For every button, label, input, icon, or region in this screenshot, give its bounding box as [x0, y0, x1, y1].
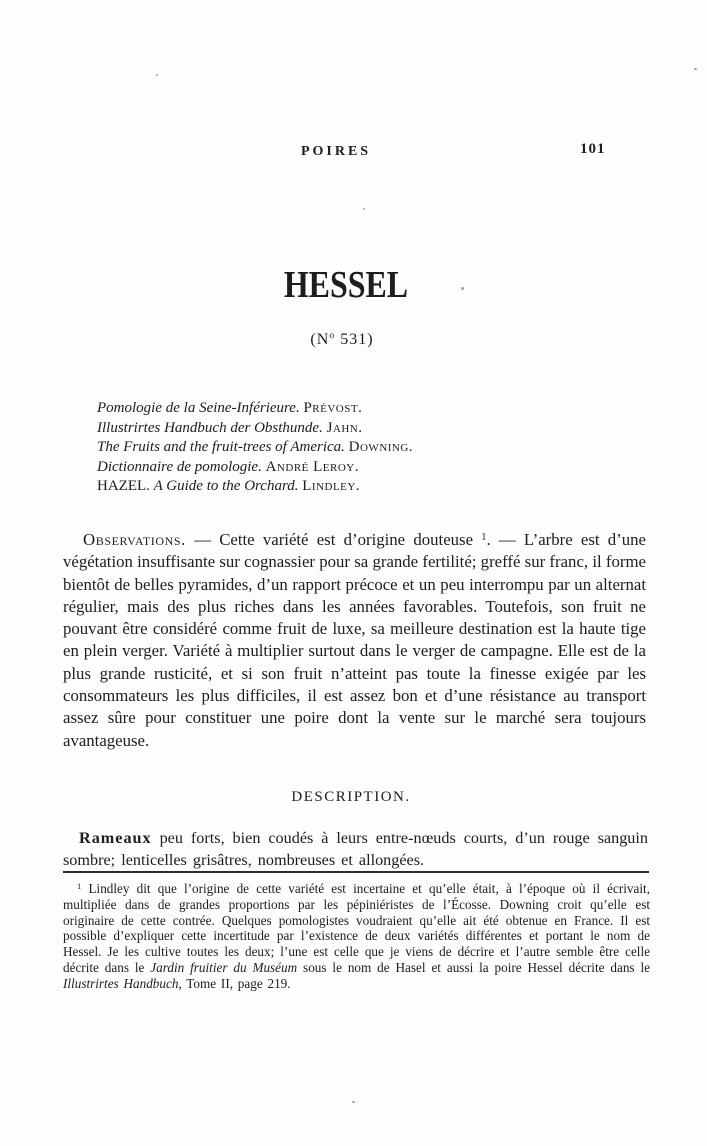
- biblio-author: André Leroy.: [265, 458, 359, 475]
- running-title: POIRES: [300, 144, 372, 159]
- variety-number-rest: 531): [335, 331, 374, 348]
- bibliography-item: [97, 458, 617, 478]
- scan-speck: [694, 68, 697, 70]
- biblio-title: A Guide to the Orchard.: [153, 478, 299, 495]
- footnote-text-3: , Tome II, page 219.: [178, 975, 291, 991]
- rameaux-paragraph: [63, 828, 648, 871]
- footnote-text-1: Lindley dit que l’origine de cette variété est incertaine et qu’elle était, à l’époque où il écrivait, multipliée dans de grandes proportions par les pépiniéristes de l’Écosse. Downing croit qu’elle est originaire de cette contrée. Quelques pomologistes voudraient qu’elle ait été obtenue en France. Il est possible d’expliquer cette incertitude par l’existence de deux variétés différentes et portant le nom de Hessel. Je les cultive toutes les deux; l’une est celle que je viens de décrire et l’autre semble être celle décrite dans le: [63, 881, 650, 975]
- rameaux-label: Rameaux: [79, 829, 152, 847]
- scan-speck: [156, 74, 158, 76]
- biblio-prefix: HAZEL.: [97, 478, 150, 495]
- variety-title: [0, 263, 692, 307]
- rameaux-text: peu forts, bien coudés à leurs entre-nœuds courts, d’un rouge sanguin sombre; lenticelles grisâtres, nombreuses et allongées.: [63, 829, 648, 869]
- description-heading: DESCRIPTION.: [291, 789, 411, 805]
- scan-speck: [363, 208, 365, 210]
- bibliography-list: [97, 399, 617, 497]
- footnote-text-2: sous le nom de Hasel et aussi la poire Hessel décrite dans le: [297, 959, 650, 975]
- variety-title-text: HESSEL: [283, 264, 409, 307]
- biblio-author: Lindley.: [302, 478, 361, 495]
- bibliography-item: [97, 419, 617, 439]
- biblio-title: Illustrirtes Handbuch der Obsthunde.: [97, 419, 323, 436]
- observations-text-before-ref: — Cette variété est d’origine douteuse: [185, 530, 482, 549]
- biblio-author: Downing.: [348, 439, 414, 456]
- variety-number-sup: o: [329, 330, 336, 341]
- biblio-title: The Fruits and the fruit-trees of America.: [97, 439, 345, 456]
- biblio-title: Pomologie de la Seine-Inférieure.: [97, 400, 300, 416]
- footnote-ref: 1: [77, 881, 82, 891]
- footnote: [63, 879, 650, 992]
- footnote-separator-rule: [63, 871, 649, 873]
- bibliography-item: [97, 477, 617, 497]
- bibliography-item: [97, 399, 617, 419]
- variety-number-open: (N: [310, 331, 330, 348]
- scan-speck: [461, 287, 464, 290]
- page-number: 101: [580, 141, 606, 157]
- scan-speck: [352, 1101, 355, 1103]
- bibliography-item: [97, 438, 617, 458]
- footnote-italic-title-1: Jardin fruitier du Muséum: [150, 959, 298, 975]
- footnote-ref-marker: 1: [481, 532, 487, 543]
- observations-text-after-ref: . — L’arbre est d’une végétation insuffisante sur cognassier pour sa grande fertilité; greffé sur franc, il forme bientôt de belles pyramides, d’un rapport précoce et un peu interrompu par un alternat régulier, mais des plus riches dans les années favorables. Toutefois, son fruit ne pouvant être considéré comme fruit de luxe, sa meilleure destination est la haute tige en plein verger. Variété à multiplier surtout dans le verger de campagne. Elle est de la plus grande rusticité, et si son fruit n’atteint pas toute la finesse exigée par les consommateurs les plus difficiles, il est assez bon et d’une résistance au transport assez sûre pour constituer une poire dont la vente sur le marché sera toujours avantageuse.: [63, 530, 646, 750]
- observations-label: Observations.: [83, 530, 186, 549]
- footnote-italic-title-2: Illustrirtes Handbuch: [63, 975, 179, 991]
- observations-paragraph: [63, 527, 646, 752]
- biblio-author: Jahn.: [326, 419, 363, 436]
- biblio-title: Dictionnaire de pomologie.: [97, 458, 262, 475]
- biblio-author: Prévost.: [303, 400, 363, 416]
- variety-number: [0, 330, 684, 349]
